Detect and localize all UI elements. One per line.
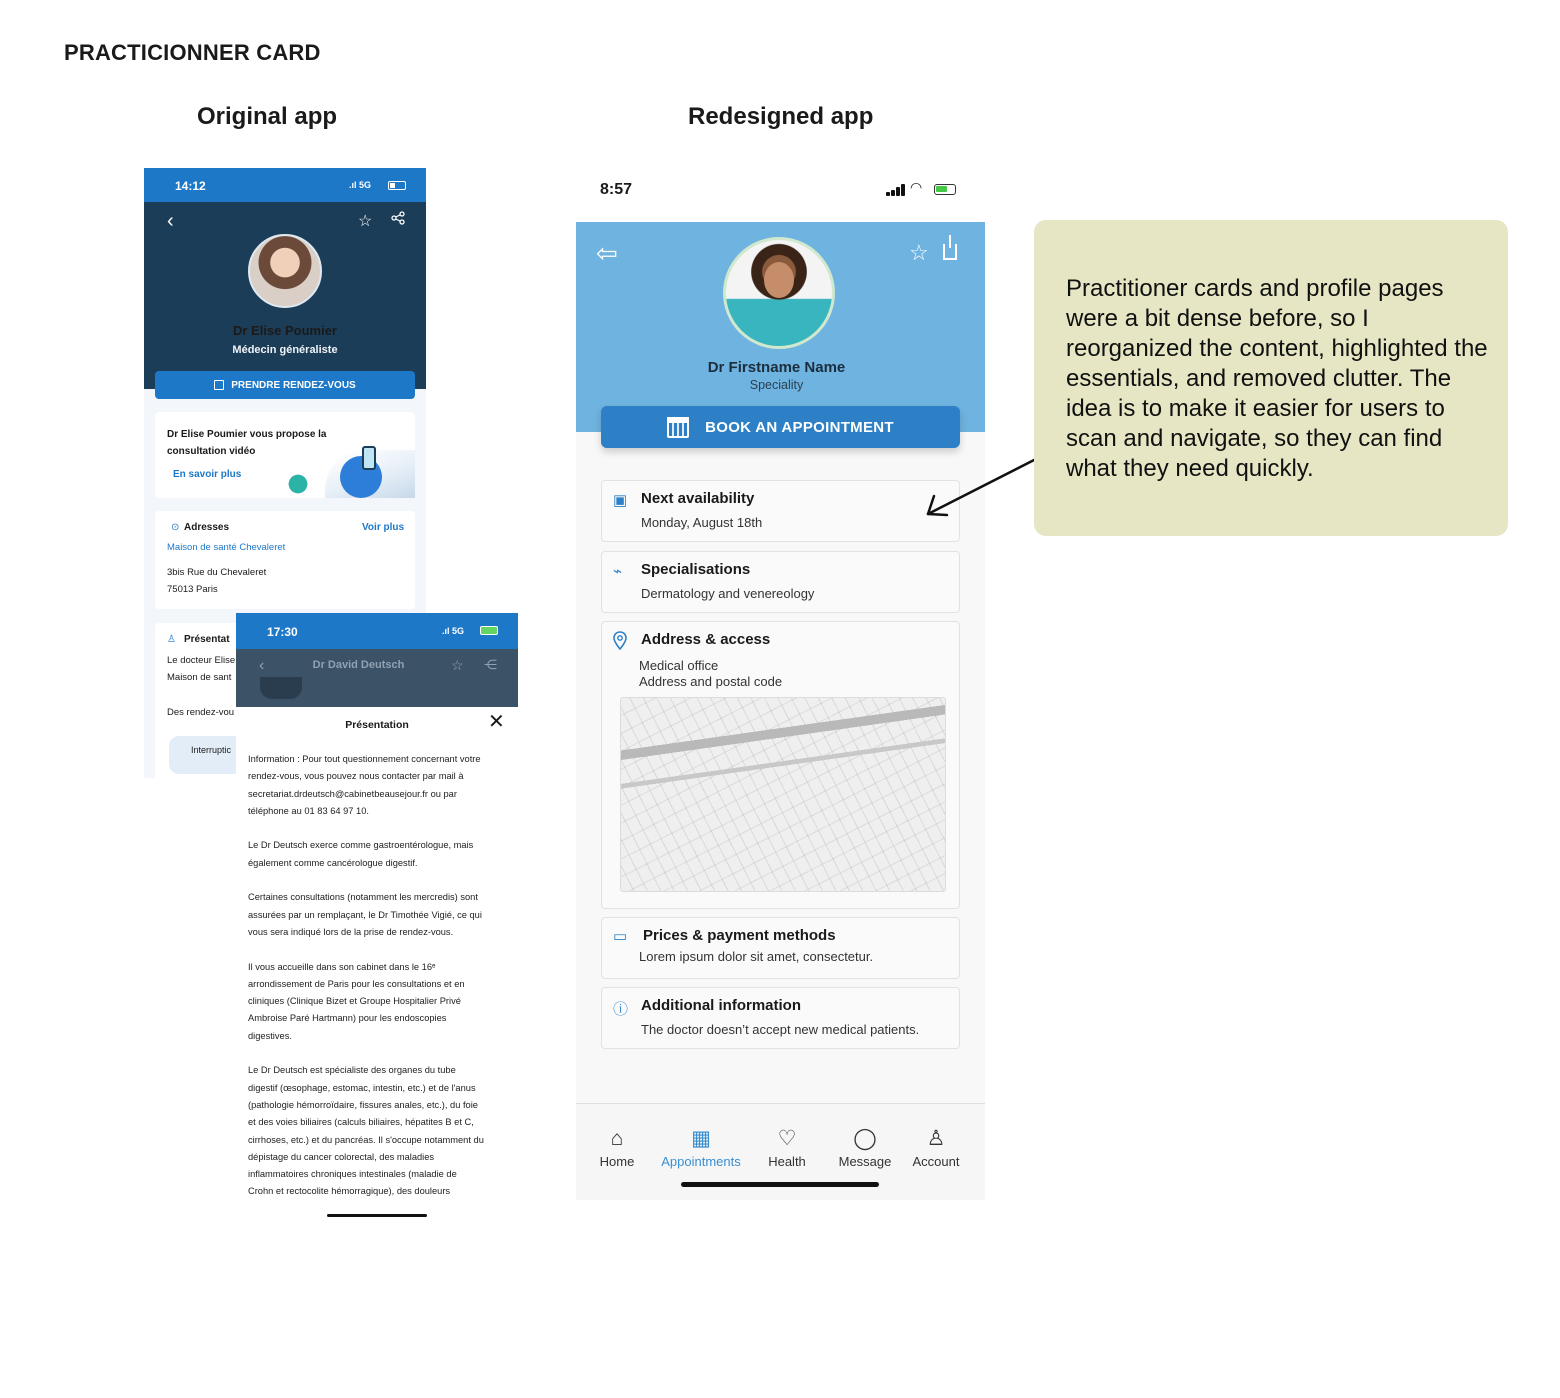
learn-more-link[interactable]: En savoir plus bbox=[173, 469, 242, 480]
presentation-line: Le docteur Elise bbox=[167, 655, 236, 666]
status-bar bbox=[576, 168, 985, 222]
close-icon[interactable]: ✕ bbox=[488, 711, 505, 733]
card-title: Prices & payment methods bbox=[643, 927, 836, 944]
bottom-tab-bar bbox=[576, 1103, 985, 1200]
card-value: Lorem ipsum dolor sit amet, consectetur. bbox=[639, 949, 874, 964]
card-title: Address & access bbox=[641, 631, 771, 648]
person-icon: ♙ bbox=[167, 634, 176, 645]
see-more-link[interactable]: Voir plus bbox=[362, 522, 405, 533]
address-access-card[interactable] bbox=[601, 621, 960, 909]
next-availability-card[interactable] bbox=[601, 480, 960, 542]
specialisations-card[interactable] bbox=[601, 551, 960, 613]
signal-icon bbox=[886, 184, 908, 196]
calendar-icon: ▦ bbox=[691, 1127, 711, 1150]
practice-name-link[interactable]: Maison de santé Chevaleret bbox=[167, 542, 286, 553]
back-arrow-icon[interactable]: ⇦ bbox=[596, 238, 618, 268]
location-map[interactable] bbox=[620, 697, 946, 892]
home-indicator bbox=[327, 1214, 427, 1217]
doctor-avatar bbox=[248, 234, 322, 308]
address-line-1: Medical office bbox=[639, 658, 719, 673]
addresses-title: Adresses bbox=[184, 522, 230, 533]
card-title: Additional information bbox=[641, 997, 801, 1014]
share-icon: ⋲ bbox=[484, 657, 497, 672]
tab-label: Health bbox=[768, 1154, 806, 1169]
tab-label: Account bbox=[912, 1154, 960, 1169]
card-title: Specialisations bbox=[641, 561, 751, 578]
network-label: .ıl 5G bbox=[349, 180, 372, 190]
favorite-star-icon[interactable]: ☆ bbox=[358, 213, 373, 230]
credit-card-icon: ▭ bbox=[613, 928, 628, 945]
back-chevron-icon: ‹ bbox=[259, 657, 265, 674]
location-pin-icon bbox=[613, 631, 627, 650]
card-value: The doctor doesn’t accept new medical patients. bbox=[641, 1022, 920, 1037]
heart-icon: ♡ bbox=[777, 1127, 797, 1150]
battery-icon bbox=[934, 184, 956, 195]
doctor-speciality: Médecin généraliste bbox=[232, 344, 338, 356]
calendar-icon: ▣ bbox=[613, 492, 628, 509]
doctor-avatar bbox=[723, 237, 835, 349]
network-label: .ıl 5G bbox=[442, 626, 465, 636]
tab-label: Message bbox=[838, 1154, 892, 1169]
card-value: Monday, August 18th bbox=[641, 515, 763, 530]
person-icon: ♙ bbox=[926, 1127, 946, 1150]
presentation-body-text: Information : Pour tout questionnement concernant votre rendez-vous, vous pouvez nous contacter par mail à secretariat.drdeutsch@cabinetbeausejour.fr ou par téléphone au 01 83 64 97 10. Le Dr Deutsch exerce comme gastroentérologue, mais également comme cancérologue digestif. Certaines consultations (notamment les mercredis) sont assurées par un remplaçant, le Dr Timothée Vigié, ce qui vous sera indiqué lors de la prise de rendez-vous. Il vous accueille dans son cabinet dans le 16ᵉ arrondissement de Paris pour les consultations et en cliniques (Clinique Bizet et Groupe Hospitalier Privé Ambroise Paré Hartmann) pour les endoscopies digestives. Le Dr Deutsch est spécialiste des organes du tube digestif (œsophage, estomac, intestin, etc.) et de l'anus (pathologie hémorroïdaire, fissures anales, etc.), du foie et des voies biliaires (calculs biliaires, hépatites B et C, cirrhoses, etc.) et du pancréas. Il s'occupe notamment du dépistage du cancer colorectal, des maladies inflammatoires chroniques intestinales (maladie de Crohn et rectocolite hémorragique), des douleurs bbox=[248, 754, 484, 1197]
signal-icon: .ıl bbox=[349, 180, 360, 190]
sheet-title: Présentation bbox=[345, 719, 409, 731]
status-time: 8:57 bbox=[600, 181, 633, 198]
calendar-icon bbox=[214, 380, 224, 390]
tab-label: Home bbox=[599, 1154, 635, 1169]
additional-information-card[interactable] bbox=[601, 987, 960, 1049]
presentation-line: Des rendez-vou bbox=[167, 707, 235, 718]
doctor-name: Dr Firstname Name bbox=[707, 359, 846, 376]
status-time: 14:12 bbox=[175, 179, 206, 193]
info-icon: ⓘ bbox=[613, 1001, 629, 1018]
page-title: PRACTICIONNER CARD bbox=[64, 40, 321, 65]
share-icon[interactable] bbox=[391, 211, 405, 225]
original-app-heading: Original app bbox=[197, 103, 338, 130]
card-value: Dermatology and venereology bbox=[641, 586, 815, 601]
presentation-line: Maison de sant bbox=[167, 672, 232, 683]
profile-header bbox=[144, 202, 426, 389]
status-bar bbox=[236, 613, 518, 649]
card-title: Next availability bbox=[641, 490, 755, 507]
tab-appointments[interactable] bbox=[660, 1126, 742, 1169]
home-indicator bbox=[681, 1182, 879, 1187]
book-button-label: PRENDRE RENDEZ-VOUS bbox=[231, 379, 356, 391]
video-consultation-text: Dr Elise Poumier vous propose la consultation vidéo bbox=[167, 429, 327, 457]
phone-illustration-icon bbox=[362, 446, 376, 470]
doctor-speciality: Speciality bbox=[749, 378, 804, 392]
back-chevron-icon[interactable]: ‹ bbox=[167, 210, 174, 232]
profile-header bbox=[576, 222, 985, 432]
share-icon[interactable] bbox=[943, 244, 957, 260]
battery-icon bbox=[480, 626, 498, 635]
address-line-2: Address and postal code bbox=[639, 674, 783, 689]
arrow-icon bbox=[918, 452, 1042, 522]
status-bar bbox=[144, 168, 426, 202]
tab-label: Appointments bbox=[661, 1154, 741, 1169]
book-button-label: BOOK AN APPOINTMENT bbox=[705, 418, 894, 436]
favorite-star-icon[interactable]: ☆ bbox=[909, 240, 929, 265]
status-time: 17:30 bbox=[267, 625, 298, 639]
location-pin-icon: ⊙ bbox=[171, 522, 180, 533]
pulse-icon: ⌁ bbox=[613, 563, 623, 580]
home-icon: ⌂ bbox=[610, 1127, 624, 1150]
plant-illustration-icon bbox=[283, 470, 313, 498]
prices-payment-card[interactable] bbox=[601, 917, 960, 979]
battery-icon bbox=[388, 181, 406, 190]
calendar-icon bbox=[667, 417, 689, 438]
video-consultation-card bbox=[155, 412, 415, 498]
favorite-star-icon: ☆ bbox=[451, 657, 464, 673]
tab-account[interactable] bbox=[895, 1126, 977, 1169]
presentation-title: Présentat bbox=[184, 634, 230, 645]
tab-home[interactable] bbox=[576, 1126, 658, 1169]
chat-bubble-icon: ◯ bbox=[853, 1127, 877, 1150]
city-address: 75013 Paris bbox=[167, 584, 218, 595]
info-pill[interactable]: Interruptic bbox=[169, 736, 259, 774]
book-appointment-button[interactable] bbox=[155, 371, 415, 399]
annotation-text: Practitioner cards and profile pages were a bit dense before, so I reorganized the content, highlighted the essentials, and removed clutter. The idea is to make it easier for users to scan and navigate, so they can find what they need quickly. bbox=[1066, 275, 1488, 482]
addresses-card bbox=[155, 511, 415, 609]
avatar bbox=[260, 677, 302, 699]
doctor-name: Dr Elise Poumier bbox=[232, 323, 338, 338]
annotation-note bbox=[1034, 220, 1508, 536]
dimmed-header bbox=[236, 649, 518, 707]
redesigned-app-heading: Redesigned app bbox=[688, 103, 874, 130]
presentation-modal-phone bbox=[236, 613, 518, 1225]
redesigned-phone-screen bbox=[576, 168, 985, 1200]
presentation-sheet bbox=[236, 707, 518, 1225]
tab-message[interactable] bbox=[824, 1126, 906, 1169]
book-appointment-button[interactable] bbox=[601, 406, 960, 448]
header-doctor-name: Dr David Deutsch bbox=[312, 659, 405, 671]
signal-icon: .ıl bbox=[442, 626, 453, 636]
tab-health[interactable] bbox=[746, 1126, 828, 1169]
street-address: 3bis Rue du Chevaleret bbox=[167, 567, 267, 578]
wifi-icon: ◠ bbox=[910, 179, 923, 195]
